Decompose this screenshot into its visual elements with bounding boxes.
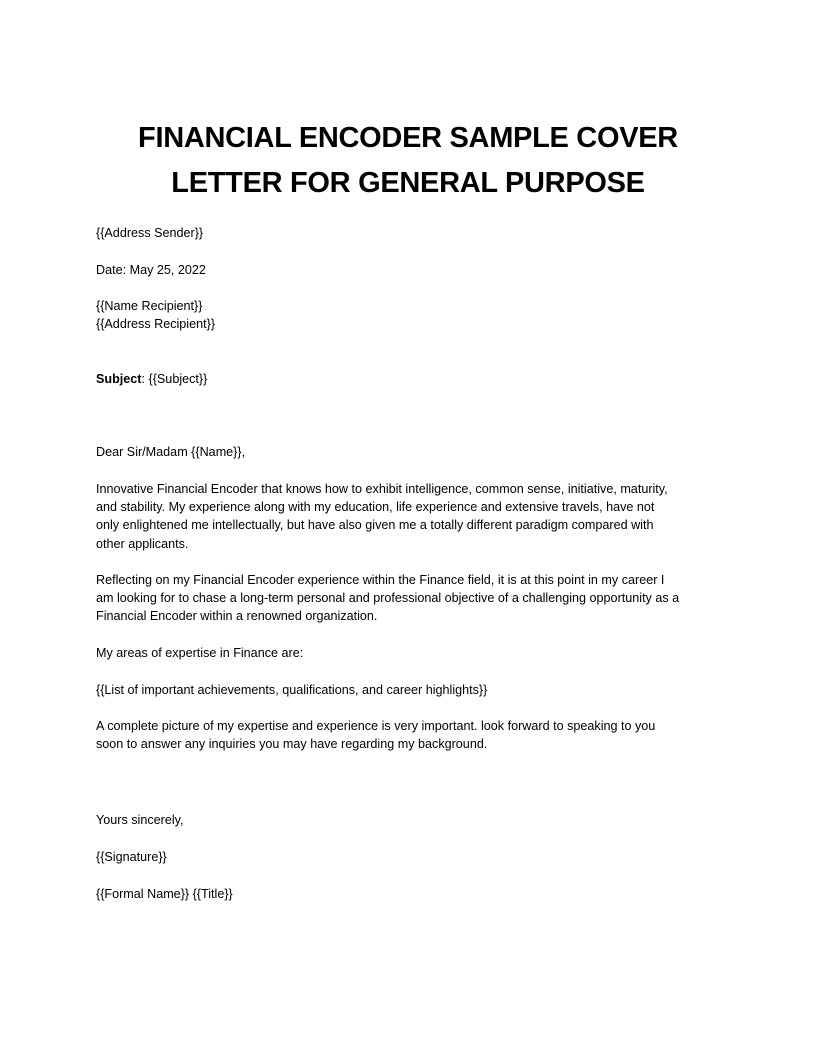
closing: Yours sincerely, <box>96 813 184 827</box>
title-line-2: LETTER FOR GENERAL PURPOSE <box>171 167 645 199</box>
paragraph-line: Reflecting on my Financial Encoder experience within the Finance field, it is at this point in my career I <box>96 573 665 587</box>
subject-value: : {{Subject}} <box>141 372 208 386</box>
achievements-placeholder: {{List of important achievements, qualifications, and career highlights}} <box>96 683 488 697</box>
paragraph-intro <box>96 480 726 553</box>
title-line-1: FINANCIAL ENCODER SAMPLE COVER <box>138 122 678 154</box>
salutation: Dear Sir/Madam {{Name}}, <box>96 445 246 459</box>
address-sender: {{Address Sender}} <box>96 226 204 240</box>
expertise-intro: My areas of expertise in Finance are: <box>96 646 304 660</box>
paragraph-line: only enlightened me intellectually, but have also given me a totally different paradigm compared with <box>96 518 654 533</box>
subject-line <box>96 370 736 388</box>
letter-date: Date: May 25, 2022 <box>96 263 206 277</box>
signature: {{Signature}} <box>96 850 167 864</box>
document-title <box>96 116 720 206</box>
paragraph-experience <box>96 571 726 626</box>
paragraph-line: am looking for to chase a long-term personal and professional objective of a challenging opportunity as a <box>96 591 680 606</box>
address-recipient: {{Address Recipient}} <box>96 317 216 331</box>
name-recipient: {{Name Recipient}} <box>96 299 203 313</box>
subject-label: Subject <box>96 372 142 386</box>
paragraph-line: Financial Encoder within a renowned organization. <box>96 609 378 624</box>
paragraph-line: other applicants. <box>96 536 189 551</box>
paragraph-closing <box>96 717 726 753</box>
paragraph-line: soon to answer any inquiries you may have regarding my background. <box>96 737 488 752</box>
paragraph-line: A complete picture of my expertise and experience is very important. look forward to speaking to you <box>96 719 656 733</box>
formal-name-title: {{Formal Name}} {{Title}} <box>96 887 233 901</box>
paragraph-line: Innovative Financial Encoder that knows how to exhibit intelligence, common sense, initiative, maturity, <box>96 482 668 496</box>
paragraph-line: and stability. My experience along with my education, life experience and extensive travels, have not <box>96 500 655 515</box>
